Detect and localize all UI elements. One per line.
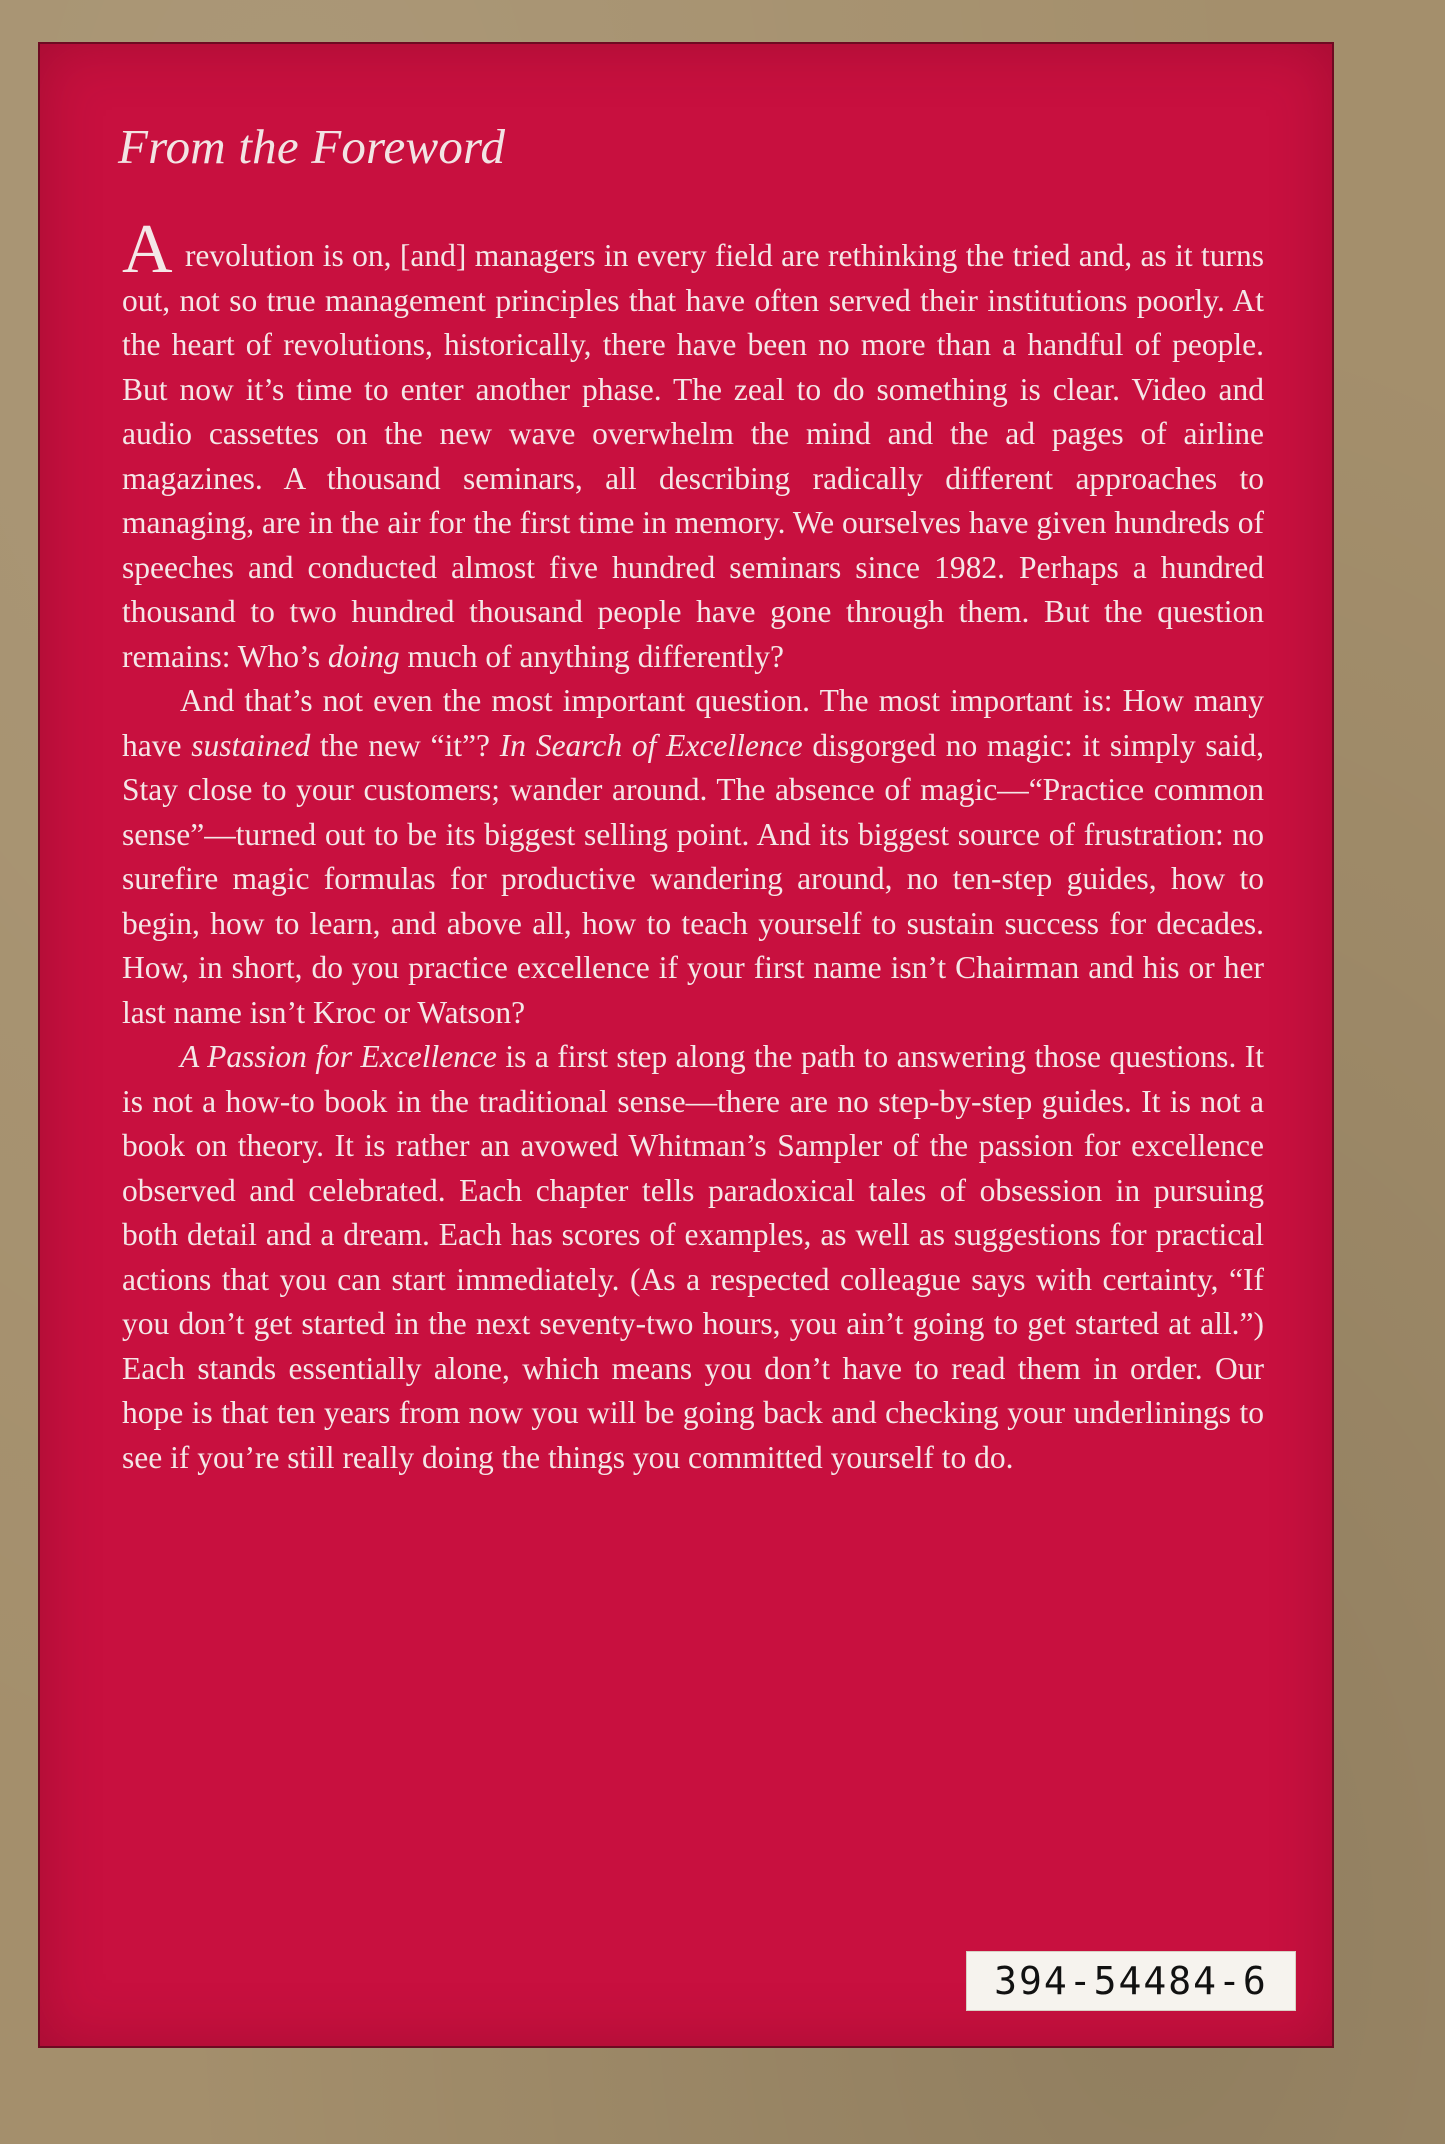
- foreword-paragraph: [122, 679, 1264, 1035]
- text-run: is a first step along the path to answering those questions. It is not a how-to book in the traditional sense—there are no step-by-step guides. It is not a book on theory. It is rather an avowed Whitman’s Sampler of the passion for excellence observed and celebrated. Each chapter tells paradoxical tales of obsession in pursuing both detail and a dream. Each has scores of examples, as well as suggestions for practical actions that you can start immediately. (As a respected colleague says with certainty, “If you don’t get started in the next seventy-two hours, you ain’t going to get started at all.”) Each stands essentially alone, which means you don’t have to read them in order. Our hope is that ten years from now you will be going back and checking your underlinings to see if you’re still really doing the things you committed yourself to do.: [122, 1039, 1265, 1475]
- isbn-number: 394-54484-6: [994, 1959, 1268, 2003]
- drop-cap: A: [122, 211, 173, 288]
- foreword-body: [122, 211, 1265, 1480]
- foreword-paragraph: [122, 211, 1264, 679]
- text-run: disgorged no magic: it simply said, Stay close to your customers; wander around. The absence of magic—“Practice common sense”—turned out to be its biggest selling point. And its biggest source of frustration: no surefire magic formulas for productive wandering around, no ten-step guides, how to begin, how to learn, and above all, how to teach yourself to sustain success for decades. How, in short, do you practice excellence if your first name isn’t Chairman and his or her last name isn’t Kroc or Watson?: [122, 727, 1264, 1030]
- italic-text: sustained: [191, 727, 311, 763]
- italic-text: doing: [327, 638, 400, 674]
- italic-text: A Passion for Excellence: [180, 1039, 497, 1074]
- text-run: much of anything differently?: [399, 638, 784, 674]
- text-run: the new “it”?: [310, 727, 500, 763]
- text-run: And that’s not even the most important question. The most important is: How many have: [122, 683, 1264, 763]
- foreword-heading: From the Foreword: [118, 119, 506, 174]
- italic-text: In Search of Excellence: [499, 727, 803, 763]
- isbn-label: [966, 1951, 1296, 2011]
- foreword-paragraph: [122, 1035, 1264, 1480]
- text-run: revolution is on, [and] managers in every field are rethinking the tried and, as it turns out, not so true management principles that have often served their institutions poorly. At the heart of revolutions, historically, there have been no more than a handful of people. But now it’s time to enter another phase. The zeal to do something is clear. Video and audio cassettes on the new wave overwhelm the mind and the ad pages of airline magazines. A thousand seminars, all describing radically different approaches to managing, are in the air for the first time in memory. We ourselves have given hundreds of speeches and conducted almost five hundred seminars since 1982. Perhaps a hundred thousand to two hundred thousand people have gone through them. But the question remains: Who’s: [122, 238, 1264, 674]
